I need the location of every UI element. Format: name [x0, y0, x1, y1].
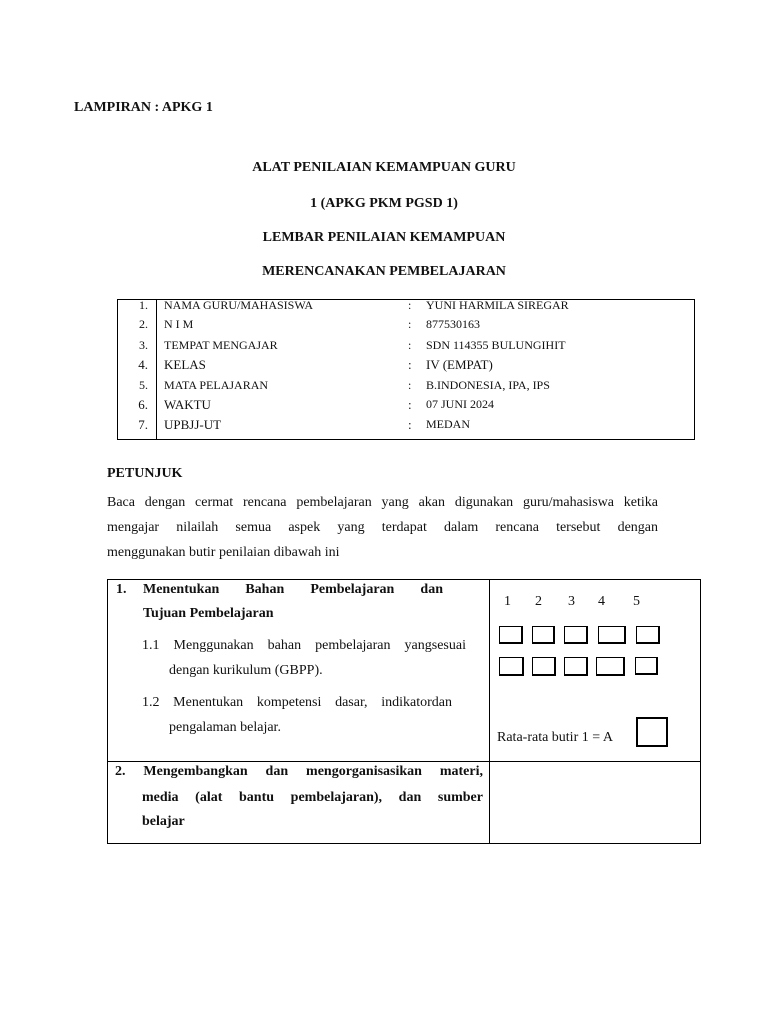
item1-sub2-line1: 1.2 Menentukan kompetensi dasar, indikatordan: [142, 695, 452, 710]
score-checkbox-1-3[interactable]: [564, 626, 588, 644]
doc-title-line-4: MERENCANAKAN PEMBELAJARAN: [262, 264, 506, 279]
assessment-table: [107, 579, 701, 844]
item2-line3: belajar: [142, 814, 185, 829]
item1-sub1-line1: 1.1 Menggunakan bahan pembelajaran yangsesuai: [142, 638, 466, 653]
row-number: 3.: [139, 338, 148, 352]
row-label: N I M: [164, 317, 194, 331]
doc-title-line-1: ALAT PENILAIAN KEMAMPUAN GURU: [252, 160, 516, 175]
score-checkbox-2-1[interactable]: [499, 657, 524, 676]
score-checkbox-1-5[interactable]: [636, 626, 660, 644]
row-number: 1.: [139, 298, 148, 312]
score-checkbox-2-3[interactable]: [564, 657, 588, 676]
identity-row-waktu: [118, 397, 694, 417]
score-checkbox-2-5[interactable]: [635, 657, 658, 675]
identity-row-kelas: [118, 357, 694, 377]
score-checkbox-2-2[interactable]: [532, 657, 556, 676]
score-checkbox-1-4[interactable]: [598, 626, 626, 644]
average-score-box[interactable]: [636, 717, 668, 747]
scale-number-2: 2: [535, 594, 542, 609]
petunjuk-heading: PETUNJUK: [107, 466, 183, 481]
row-value: YUNI HARMILA SIREGAR: [426, 298, 569, 312]
item1-sub2-line2: pengalaman belajar.: [169, 720, 281, 735]
row-label: KELAS: [164, 357, 206, 372]
identity-table: [117, 299, 695, 440]
row-colon: :: [408, 378, 412, 392]
identity-row-upbjj: [118, 417, 694, 437]
assessment-column-divider: [489, 580, 490, 843]
scale-number-3: 3: [568, 594, 575, 609]
row-colon: :: [408, 338, 412, 352]
average-label: Rata-rata butir 1 = A: [497, 730, 613, 745]
row-label: WAKTU: [164, 397, 211, 412]
row-number: 7.: [138, 417, 148, 432]
petunjuk-line: menggunakan butir penilaian dibawah ini: [107, 545, 340, 560]
row-number: 2.: [139, 317, 148, 331]
score-checkbox-1-2[interactable]: [532, 626, 555, 644]
petunjuk-line: mengajar nilailah semua aspek yang terdapat dalam rencana tersebut dengan: [107, 520, 658, 535]
row-label: UPBJJ-UT: [164, 417, 222, 432]
row-value: MEDAN: [426, 417, 470, 431]
identity-row-tempat: [118, 338, 694, 358]
item2-line2: media (alat bantu pembelajaran), dan sumber: [142, 790, 483, 805]
row-colon: :: [408, 317, 412, 331]
item1-number: 1.: [116, 582, 127, 597]
identity-row-mapel: [118, 378, 694, 398]
identity-row-nim: [118, 317, 694, 337]
item2-line1: 2. Mengembangkan dan mengorganisasikan materi,: [115, 764, 483, 779]
row-number: 6.: [138, 397, 148, 412]
row-colon: :: [408, 357, 412, 372]
row-value: B.INDONESIA, IPA, IPS: [426, 378, 550, 392]
row-value: 877530163: [426, 317, 480, 331]
row-label: TEMPAT MENGAJAR: [164, 338, 278, 352]
petunjuk-line: Baca dengan cermat rencana pembelajaran yang akan digunakan guru/mahasiswa ketika: [107, 495, 658, 510]
item1-title-line1: Menentukan Bahan Pembelajaran dan: [143, 582, 443, 597]
row-number: 4.: [138, 357, 148, 372]
row-label: MATA PELAJARAN: [164, 378, 269, 392]
item1-sub1-line2: dengan kurikulum (GBPP).: [169, 663, 323, 678]
scale-number-5: 5: [633, 594, 640, 609]
petunjuk-paragraph: [107, 490, 658, 565]
row-value: IV (EMPAT): [426, 357, 493, 372]
row-label: NAMA GURU/MAHASISWA: [164, 298, 314, 312]
score-checkbox-1-1[interactable]: [499, 626, 523, 644]
row-colon: :: [408, 298, 412, 312]
lampiran-label: LAMPIRAN : APKG 1: [74, 100, 213, 115]
doc-title-line-3: LEMBAR PENILAIAN KEMAMPUAN: [262, 230, 506, 245]
score-checkbox-2-4[interactable]: [596, 657, 625, 676]
row-number: 5.: [139, 378, 148, 392]
identity-row-name: [118, 298, 694, 318]
row-colon: :: [408, 397, 412, 412]
doc-title-line-2: 1 (APKG PKM PGSD 1): [310, 196, 458, 211]
scale-number-4: 4: [598, 594, 605, 609]
row-value: SDN 114355 BULUNGIHIT: [426, 338, 566, 352]
scale-number-1: 1: [504, 594, 511, 609]
item1-title-line2: Tujuan Pembelajaran: [143, 606, 274, 621]
row-colon: :: [408, 417, 412, 432]
row-value: 07 JUNI 2024: [426, 397, 494, 411]
